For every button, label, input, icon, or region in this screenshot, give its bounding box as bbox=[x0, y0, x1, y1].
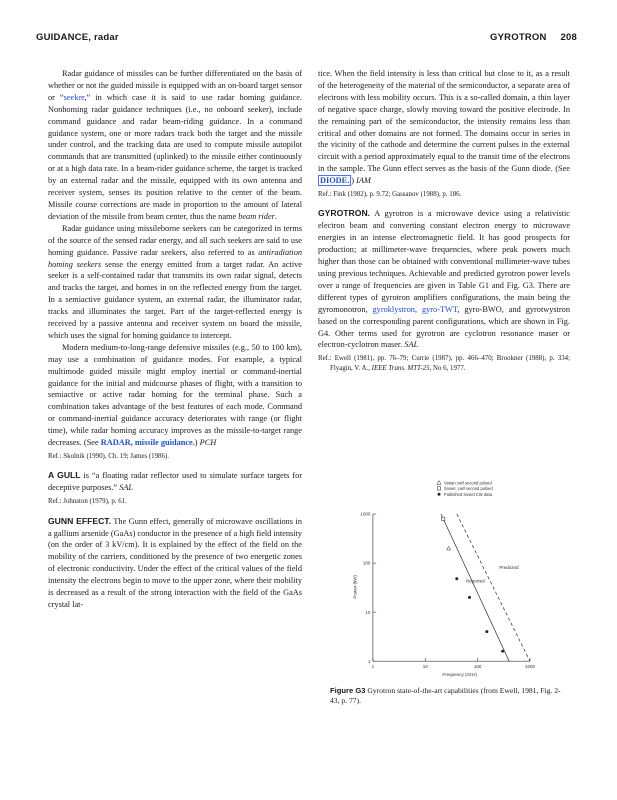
data-point-series-2 bbox=[455, 577, 458, 580]
data-point-series-1 bbox=[442, 517, 445, 520]
gull-heading: A GULL bbox=[48, 470, 81, 481]
x-tick-label: 1 bbox=[371, 663, 375, 669]
legend-marker-0 bbox=[437, 481, 441, 485]
seeker-link[interactable]: seeker bbox=[63, 92, 85, 102]
data-point-series-2 bbox=[501, 650, 504, 653]
annotation-label-1: Reported bbox=[466, 578, 485, 584]
header-right bbox=[476, 32, 577, 43]
header-title: GYROTRON bbox=[490, 32, 547, 43]
author-initials: SAL bbox=[119, 483, 134, 493]
legend-marker-1 bbox=[437, 487, 440, 490]
y-tick-label: 10 bbox=[365, 609, 371, 615]
figure-label: Figure G3 bbox=[330, 686, 366, 695]
y-tick-label: 1000 bbox=[360, 511, 371, 517]
gull-entry: A GULL is “a floating radar reflector used to simulate surface targets for deceptive purposes.” SAL bbox=[48, 470, 302, 493]
gunn-effect-heading: GUNN EFFECT. bbox=[48, 515, 111, 526]
y-tick-label: 100 bbox=[362, 560, 371, 566]
figure-g3-chart bbox=[318, 476, 570, 712]
radar-guidance-paragraph-3: Modern medium-to-long-range defensive missiles (e.g., 50 to 100 km), may use a combination of guidance modes. For example, a typical multimode guided missile might employ inertial or command-inertial guidance for the initial and midcourse phases of flight, with a transition to semiactive or active radar homing for the terminal phase. Such a combination takes advantage of the best features of each mode. Command or command-inertial guidance accuracy deteriorates with range (or flight time), while radar homing accuracy improves as the missile-to-target range decreases. (See RADAR, missile guidance.) PCH bbox=[48, 342, 302, 448]
x-tick-label: 10 bbox=[422, 663, 428, 669]
legend-marker-2 bbox=[438, 493, 441, 496]
data-point-series-2 bbox=[485, 630, 488, 633]
y-axis-label: Power (kW) bbox=[352, 574, 358, 599]
gyrotron-power-chart bbox=[318, 476, 570, 686]
gunn-effect-continuation: tice. When the field intensity is less than critical but close to it, as a result of the heterogeneity of the material of the semiconductor, a separate area of electrons with less mobility occurs. This is a so-called domain, a thin layer of negative space charge, slowly moving toward the positive electrode. In the remaining part of the semiconductor, the intensity remains less than critical and other domains are not formed. The domains occur in series in the vicinity of the cathode and determine the current pulses in the external circuit with a period approximately equal to the transit time of the electrons in the sample. The Gunn effect serves as the basis of the Gunn diode. (See DIODE. ) IAM bbox=[318, 69, 570, 186]
x-tick-label: 1000 bbox=[524, 663, 536, 669]
radar-guidance-reference: Ref.: Skolnik (1990), Ch. 19; James (1986). bbox=[48, 453, 169, 460]
author-initials: SAL bbox=[404, 340, 419, 350]
data-point-series-0 bbox=[447, 546, 451, 550]
annotation-line-0 bbox=[441, 514, 509, 661]
gyrotron-heading: GYROTRON. bbox=[318, 208, 371, 219]
y-tick-label: 1 bbox=[367, 658, 371, 664]
gyrotron-entry: GYROTRON. A gyrotron is a microwave device using a relativistic electron beam and converting constant electron energy to microwave energies in an intense electromagnetic field. It has good prospects for production; at millimeter-wave frequencies, where peak powers much higher than those can be obtained with conventional millimeter-wave tubes using previous techniques. Achievable and predicted gyrotron power levels over a range of frequencies are given in Table G1 and Fig. G3. There are different types of gyrotron amplifiers configurations, the main being the gyromonotron, gyroklystron, gyro-TWT, gyro-BWO, and gyrotwystron based on the corresponding parent configurations, which are shown in Fig. G4. Other terms used for gyrotron are cyclotron resonance maser or electron-cyclotron maser. SAL bbox=[318, 208, 570, 350]
page-header bbox=[36, 32, 577, 48]
author-initials: IAM bbox=[356, 176, 371, 186]
gyro-twt-link[interactable]: gyro-TWT bbox=[422, 304, 458, 314]
x-axis-label: Frequency (GHz) bbox=[442, 672, 478, 678]
gunn-effect-entry: GUNN EFFECT. The Gunn effect, generally of microwave oscillations in a gallium arsenide (GaAs) conductor in the presence of a high field intensity (on the order of 3 kV/cm). It is explained by the effect of the field on the mobility of the carriers, conditioned by the presence of two energetic zones of electronic conductivity. Under the effect of the critical values of the field intensity the electrons begin to move to the upper zone, where their mobility is decreased as a result of the strong interaction with the field of the GaAs crystal lat- bbox=[48, 515, 303, 609]
page-number: 208 bbox=[560, 32, 577, 43]
gunn-effect-reference: Ref.: Fink (1982), p. 9.72; Gassanov (1988), p. 186. bbox=[318, 191, 462, 199]
x-tick-label: 100 bbox=[473, 663, 482, 669]
radar-guidance-paragraph-2: Radar guidance using missileborne seekers can be categorized in terms of the source of the sensed radar energy, and all such seekers are said to use homing guidance. Passive radar seekers, also referred to as antiradiation homing seekers sense the energy emitted from a target radar. An active seeker is a self-contained radar that transmits its own radar signal, detects and tracks the target, and homes in on the reflected energy from the target. In a semiactive guidance system, an external radar, the illuminator radar, tracks and illuminates the target. Part of the target-reflected energy is received by a passive antenna and receiver system on board the missile, which uses the signal for homing guidance to intercept. bbox=[48, 223, 302, 340]
gyroklystron-link[interactable]: gyroklystron bbox=[372, 304, 415, 314]
right-column bbox=[318, 68, 570, 373]
legend-entry-1: Soviet, cw/l second pulsed bbox=[444, 486, 493, 492]
left-column bbox=[48, 68, 302, 611]
header-entry-range: GUIDANCE, radar bbox=[36, 32, 119, 43]
gull-reference: Ref.: Johnston (1979), p. 61. bbox=[48, 498, 127, 506]
diode-link[interactable]: DIODE. bbox=[320, 176, 350, 186]
annotation-line-1 bbox=[457, 514, 530, 661]
annotation-label-0: Predicted bbox=[499, 565, 519, 571]
data-point-series-2 bbox=[468, 596, 471, 599]
legend-entry-0: Varian cw/l second pulsed bbox=[444, 480, 492, 486]
author-initials: PCH bbox=[199, 438, 217, 448]
figure-caption: Figure G3 Gyrotron state-of-the-art capabilities (from Ewell, 1981, Fig. 2-43, p. 77). bbox=[330, 686, 561, 705]
legend-entry-2: Published Soviet CW data bbox=[444, 491, 492, 497]
radar-guidance-paragraph-1: Radar guidance of missiles can be further differentiated on the basis of whether or not the guided missile is equipped with an on-board target sensor or “seeker,” in which case it is said to use radar homing guidance. Nonhoming radar guidance techniques (i.e., no onboard seeker), include command guidance and radar beam-riding guidance. In a command guidance system, one or more radars track both the target and the missile under control, and the tracking data are used to compute missile autopilot commands that are transmitted (uplinked) to the missile either continuously or at a high data rate. In a beam-rider guidance scheme, the target is tracked by an external radar and the missile, equipped with its own antenna and receiver system, senses its position relative to the center of the beam. Missile course corrections are made in proportion to the amount of lateral deviation of the missile from beam center, thus the name beam rider. bbox=[48, 69, 302, 221]
gyrotron-reference: Ref.: Ewell (1981), pp. 76–79; Currie (1987), pp. 466–470; Brookner (1988), p. 334; Flyagin, V. A., IEEE Trans. MTT-25, No 6, 1977. bbox=[318, 355, 570, 372]
radar-missile-guidance-link[interactable]: RADAR, missile guidance. bbox=[100, 438, 195, 448]
